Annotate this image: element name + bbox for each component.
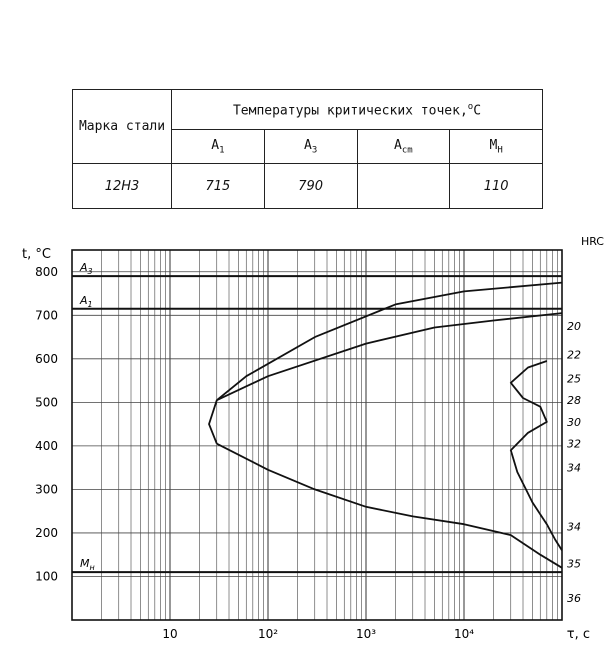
x-axis-label: τ, c <box>566 627 590 642</box>
hrc-label: 28 <box>567 394 581 408</box>
y-axis-label: t, °C <box>22 247 51 262</box>
col-acm-main: A <box>394 138 402 154</box>
y-tick-label: 500 <box>35 395 58 410</box>
col-acm <box>357 130 450 164</box>
ttt-diagram <box>0 225 607 662</box>
critical-line-label: $A_1$ <box>80 293 93 309</box>
steel-grade-header-text: Марка стали <box>78 119 166 135</box>
x-tick-label: 10² <box>257 627 279 641</box>
hrc-label: 25 <box>567 372 581 386</box>
curve-3 <box>217 444 562 568</box>
critical-line-label: $A_3$ <box>80 261 93 277</box>
col-a1-sub: 1 <box>219 145 225 156</box>
col-mh <box>450 130 543 164</box>
x-tick-label: 10⁴ <box>453 627 475 641</box>
hrc-label: 22 <box>567 348 581 362</box>
hrc-label: 20 <box>567 320 581 334</box>
col-acm-sub: cm <box>401 145 413 156</box>
hrc-label: 36 <box>567 592 581 606</box>
col-mh-sub: H <box>497 145 503 156</box>
cell-a3: 790 <box>264 164 357 209</box>
cell-mh: 110 <box>450 164 543 209</box>
x-tick-label: 10³ <box>355 627 377 641</box>
x-tick-label: 10 <box>162 627 178 641</box>
hrc-axis-label: HRC <box>580 235 604 248</box>
y-tick-label: 600 <box>35 351 58 366</box>
col-a1 <box>172 130 265 164</box>
critical-points-header <box>172 90 543 130</box>
cell-acm <box>357 164 450 209</box>
table-row <box>73 164 543 209</box>
y-tick-label: 700 <box>35 308 58 323</box>
critical-points-header-text: Температуры критических точек, <box>232 102 468 118</box>
cell-a1: 715 <box>172 164 265 209</box>
y-tick-label: 400 <box>35 438 58 453</box>
col-mh-main: M <box>489 138 498 154</box>
cell-grade: 12H3 <box>73 164 172 209</box>
col-a3-sub: 3 <box>311 145 318 156</box>
y-tick-label: 300 <box>35 482 58 497</box>
hrc-label: 34 <box>567 520 581 534</box>
degree-sup: o <box>467 101 474 112</box>
hrc-label: 32 <box>567 437 581 451</box>
hrc-label: 35 <box>567 557 581 571</box>
y-tick-label: 100 <box>35 569 58 584</box>
y-tick-label: 800 <box>35 264 58 279</box>
col-a3-main: A <box>304 138 312 154</box>
celsius-unit: C <box>473 102 482 118</box>
curve-1 <box>209 283 562 444</box>
critical-points-table <box>72 89 543 209</box>
curve-4 <box>511 361 562 550</box>
critical-line-label: $M_н$ <box>80 557 95 573</box>
plot-frame <box>72 250 562 620</box>
curve-2 <box>217 313 562 400</box>
hrc-label: 34 <box>567 461 581 475</box>
y-tick-label: 200 <box>35 525 58 540</box>
hrc-label: 30 <box>567 415 581 429</box>
col-a3 <box>264 130 357 164</box>
steel-grade-header <box>73 90 172 164</box>
col-a1-main: A <box>211 138 220 154</box>
